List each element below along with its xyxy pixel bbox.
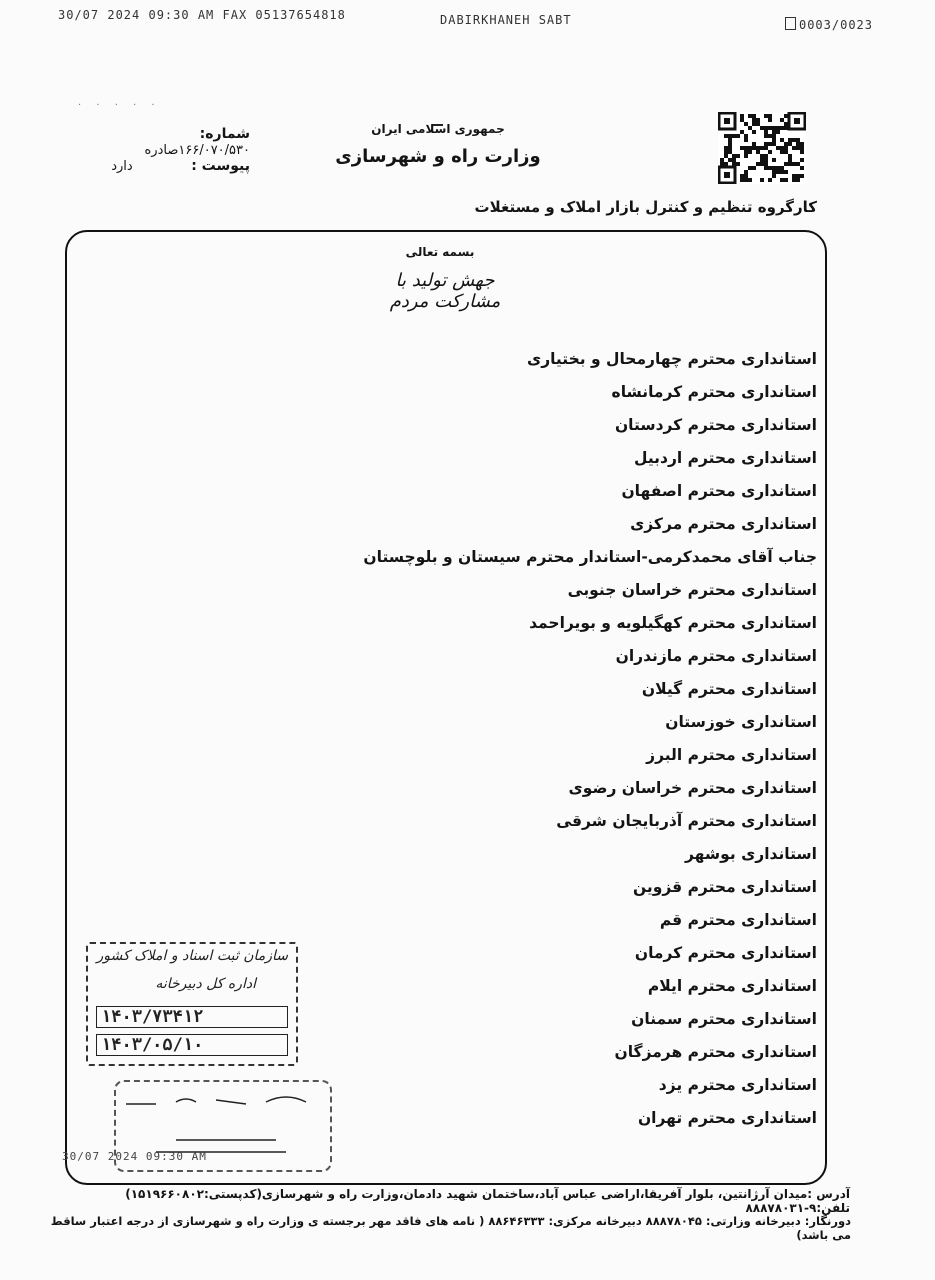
stamp-dept: اداره کل دبیرخانه <box>155 976 256 992</box>
recipient-item: استانداری محترم تهران <box>637 1109 817 1127</box>
slogan: جهش تولید با مشارکت مردم <box>389 270 501 312</box>
recipient-item: استانداری محترم قزوین <box>632 878 817 896</box>
stamp-number: ۱۴۰۳/۷۳۴۱۲ <box>96 1006 288 1028</box>
recipient-item: استانداری محترم خراسان رضوی <box>568 779 817 797</box>
recipient-item: استانداری محترم اصفهان <box>621 482 817 500</box>
department-name: کارگروه تنظیم و کنترل بازار املاک و مستغلات <box>474 198 817 216</box>
footer-address: آدرس :میدان آرژانتین، بلوار آفریقا،اراضی عباس آباد،ساختمان شهید دادمان،وزارت راه و شهرسازی(کدپستی:۱۵۱۹۶۶۰۸۰۲) تلفن:۹-۸۸۸۷۸۰۳۱ <box>125 1187 850 1215</box>
fax-page-count: 0003/0023 <box>785 17 873 32</box>
stamp-date: ۱۴۰۳/۰۵/۱۰ <box>96 1034 288 1056</box>
ministry-name: وزارت راه و شهرسازی <box>335 146 541 167</box>
recipient-item: استانداری محترم کرمان <box>634 944 817 962</box>
fax-header <box>0 8 935 30</box>
recipient-item: استانداری محترم کهگیلویه و بویراحمد <box>529 614 817 632</box>
number-label: شماره: <box>199 126 250 142</box>
recipient-item: استانداری محترم مازندران <box>615 647 817 665</box>
footer-note: دورنگار: دبیرخانه وزارتی: ۸۸۸۷۸۰۴۵ دبیرخانه مرکزی: ۸۸۶۴۶۳۳۳ ( نامه های فاقد مهر برجسته ی وزارت راه و شهرسازی از درجه اعتبار ساقط می باشد) <box>50 1214 851 1242</box>
recipient-item: استانداری محترم کرمانشاه <box>611 383 817 401</box>
recipient-item: استانداری محترم هرمزگان <box>614 1043 817 1061</box>
letterhead-center <box>330 118 546 167</box>
footer-fax-line: 30/07 2024 09:30 AM <box>62 1150 207 1163</box>
republic-name: جمهوری اسلامی ایران <box>371 122 505 136</box>
attachment-value: دارد <box>111 159 133 174</box>
recipient-item: استانداری محترم مرکزی <box>630 515 817 533</box>
recipient-item: استانداری محترم چهارمحال و بختیاری <box>526 350 817 368</box>
fax-sender: DABIRKHANEH SABT <box>440 13 572 27</box>
page-icon <box>785 17 796 30</box>
recipient-item: استانداری محترم قم <box>659 911 817 929</box>
registry-stamp <box>86 942 298 1066</box>
fax-timestamp: 30/07 2024 09:30 AM FAX 05137654818 <box>58 8 346 22</box>
recipient-item: استانداری محترم کردستان <box>614 416 817 434</box>
recipient-item: استانداری محترم گیلان <box>641 680 817 698</box>
attachment-label: پیوست : <box>191 158 250 174</box>
recipient-item: جناب آقای محمدکرمی-استاندار محترم سیستان و بلوچستان <box>363 548 817 566</box>
qr-code <box>718 112 806 184</box>
recipient-item: استانداری محترم ایلام <box>647 977 817 995</box>
recipient-list <box>277 344 817 1136</box>
smudge-marks: · · · · · <box>78 100 161 111</box>
letter-number <box>90 126 250 158</box>
number-value: ۱۶۶/۰۷۰/۵۳۰صادره <box>144 143 250 158</box>
letter-attachment <box>90 158 250 174</box>
recipient-item: استانداری محترم سمنان <box>631 1010 817 1028</box>
recipient-item: استانداری محترم آذربایجان شرقی <box>556 812 817 830</box>
recipient-item: استانداری محترم خراسان جنوبی <box>567 581 817 599</box>
recipient-item: استانداری محترم البرز <box>646 746 817 764</box>
recipient-item: استانداری محترم اردبیل <box>634 449 817 467</box>
stamp-org: سازمان ثبت اسناد و املاک کشور <box>96 948 288 964</box>
recipient-item: استانداری خوزستان <box>665 713 817 731</box>
recipient-item: استانداری محترم یزد <box>658 1076 817 1094</box>
recipient-item: استانداری بوشهر <box>685 845 817 863</box>
basmala: بسمه تعالی <box>405 245 475 259</box>
